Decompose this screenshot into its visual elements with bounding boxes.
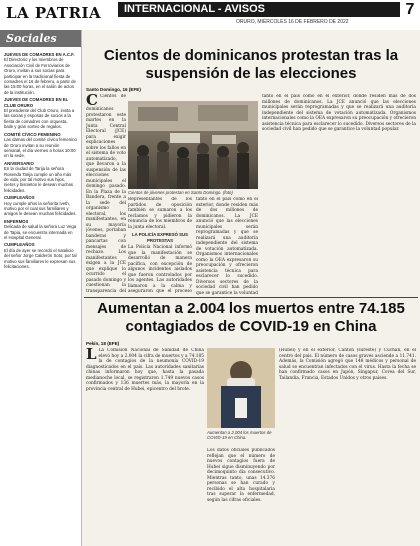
protest-photo: [128, 101, 258, 189]
covid-photo: [207, 348, 275, 428]
sociales-item-head: ENFERMOS: [4, 218, 29, 224]
drop-cap: L: [86, 348, 97, 363]
protest-photo-caption: Cientos de jóvenes protestan en Santo Domingo. (foto): [128, 190, 233, 195]
sociales-item-head: CUMPLEAÑOS: [4, 242, 35, 248]
sociales-item-text: Las damas del comité cívico femenino de Oruro invitan a su reunión semanal, el día viernes a horas 10:00 en la sede.: [4, 137, 77, 159]
bottom-article-headline: Aumentan a 2.004 los muertos entre 74.185 contagiados de COVID-19 en China: [97, 300, 405, 335]
sociales-item-text: Delicada de salud la señora Luz Vega de Tapia, se encuentra internada en el Hospital General.: [4, 224, 77, 240]
issue-date: ORURO, MIÉRCOLES 16 DE FEBRERO DE 2022: [236, 19, 349, 25]
page-number: 7: [400, 1, 420, 18]
top-article-col-3: tanto en el país como en el exterior, donde residen más de dos millones de dominicanos. La JCE anunció que las elecciones municipales serán reprogramadas y que se realizará una auditoría independiente del sistema de votación automatizada. Organismos internacionales como la OEA expresaron su preocupación y ofrecieron asistencia técnica para esclarecer lo sucedido. Diversos sectores de la sociedad civil han pedido que se garantice la voluntad popular.: [262, 94, 416, 132]
top-article-col-2-intro: Representantes de los partidos de oposición también se sumaron a los reclamos y pidieron la renuncia de los miembros de la junta electoral.: [128, 197, 192, 230]
sociales-column: [0, 30, 82, 546]
sociales-item-text: El presidente del Club Oruro, invita a las socias y esposas de socios a la fiesta de comadres con orquesta, baile y gran sorteo de regalos.: [4, 108, 75, 130]
covid-photo-image: [207, 348, 275, 428]
top-article-col-1: C Cientos de dominicanos protestaron este martes en la Junta Central Electoral (JCE) para exigir explicaciones sobre los fallos en el sistema de voto automatizado, que llevaron a la suspensión de las elecciones municipales el domingo pasado. En la Plaza de la Bandera, frente a la sede del organismo electoral, los manifestantes, en su mayoría jóvenes, portaban banderas y pancartas con mensajes de rechazo. Los manifestantes exigen a la JCE que explique lo ocurrido el pasado domingo y cuestionan la transparencia del: [86, 94, 126, 294]
bottom-article-dateline: Pekín, 18 (EFE): [86, 341, 120, 346]
bottom-article-col-3: (Hubei) y en el exterior, Cantón (sureste) y Cuchán, en el centro del país. El número de casos graves asciende a 11.741. Además, la Comisión agregó que 148 médicos y personal de salud se encuentran infectados con el virus. Hasta la fecha se han confirmado casos en Japón, Singapur, Corea del Sur, Tailandia, Francia, Estados Unidos y otros países.: [279, 348, 416, 381]
sociales-item-head: ANIVERSARIO: [4, 160, 34, 166]
sociales-item-text: Hoy cumple años la señorita Iveth, motivo por el cual sus familiares y amigos le desean muchas felicidades.: [4, 200, 77, 217]
section-divider: [84, 297, 418, 298]
covid-photo-caption: Aumentan a 2.004 los muertos de COVID-19 en China.: [207, 430, 272, 440]
sociales-title: Sociales: [0, 30, 81, 47]
protest-photo-image: [128, 101, 258, 189]
sociales-item-text: El Directorio y los miembros de Asociación Civil de Ferroviarios de Oruro, invitan a sus socias para participar en la tradicional fiesta de comadres el 16 de febrero, a partir de las 15:00 horas, en el salón de actos de la institución.: [4, 57, 76, 95]
top-article-subhead: LA POLICÍA EXPRESÓ SUS PROTESTAS: [131, 232, 189, 243]
sociales-body: [0, 47, 81, 273]
drop-cap: C: [86, 94, 98, 109]
bottom-article-col-1: L La Comisión Nacional de Sanidad de China elevó hoy a 2.004 la cifra de muertos y a 74.185 la de contagios de la neumonía COVID-19 diagnosticados en el país. Las autoridades sanitarias chinas informaron hoy que, hasta la pasada medianoche local, se registraron 1.749 nuevos casos confirmados y 136 muertes más, la mayoría en la provincia central de Hubei, epicentro del brote.: [86, 348, 204, 392]
top-article-col-2-body: La Policía Nacional informó que la manifestación se desarrolló de manera pacífica, con excepción de algunos incidentes aislados que fueron controlados por los agentes. Las autoridades llamaron a la calma y aseguraron que el proceso: [128, 245, 192, 294]
sociales-item-head: JUEVES DE COMADRES EN EL CLUB ORURO: [4, 97, 69, 108]
sociales-item-head: CUMPLEAÑOS: [4, 195, 35, 201]
sociales-item-text: El día de ayer se recordó el natalicio del señor Jorge Calderón Soto; por tal motivo sus familiares le expresan sus felicitaciones.: [4, 247, 77, 270]
sociales-item-head: JUEVES DE COMADRES EN A.C.F.: [4, 52, 75, 57]
top-article-headline: Cientos de dominicanos protestan tras la suspensión de las elecciones: [103, 47, 399, 82]
masthead: [0, 0, 420, 30]
newspaper-brand: LA PATRIA: [6, 4, 102, 22]
sociales-item-head: COMITÉ CÍVICO FEMENINO: [4, 131, 61, 137]
bottom-article-col-2: Los datos oficiales publicados reflejan que el número de nuevos contagios fuera de Hubei sigue disminuyendo por decimoquinto día consecutivo. Mientras tanto, unas 14.376 personas se han curado y recibido el alta hospitalaria tras superar la enfermedad, según las cifras oficiales.: [207, 448, 275, 503]
top-article-col-2: [128, 197, 192, 295]
section-title: INTERNACIONAL - AVISOS: [118, 2, 400, 17]
sociales-item-text: En la ciudad de Tarija la señora Rosenda Tarija cumple un año más de vida; por tal motivo sus hijos, nietos y bisnietos le desean muchas felicidades.: [4, 166, 74, 193]
top-article-col-2b: tanto en el país como en el exterior, donde residen más de dos millones de dominicanos. La JCE anunció que las elecciones municipales serán reprogramadas y que se realizará una auditoría independiente del sistema de votación automatizada. Organismos internacionales como la OEA expresaron su preocupación y ofrecieron asistencia técnica para esclarecer lo sucedido. Diversos sectores de la sociedad civil han pedido que se garantice la voluntad: [196, 197, 258, 295]
top-article-dateline: Santo Domingo, 16 (EFE): [86, 87, 141, 92]
